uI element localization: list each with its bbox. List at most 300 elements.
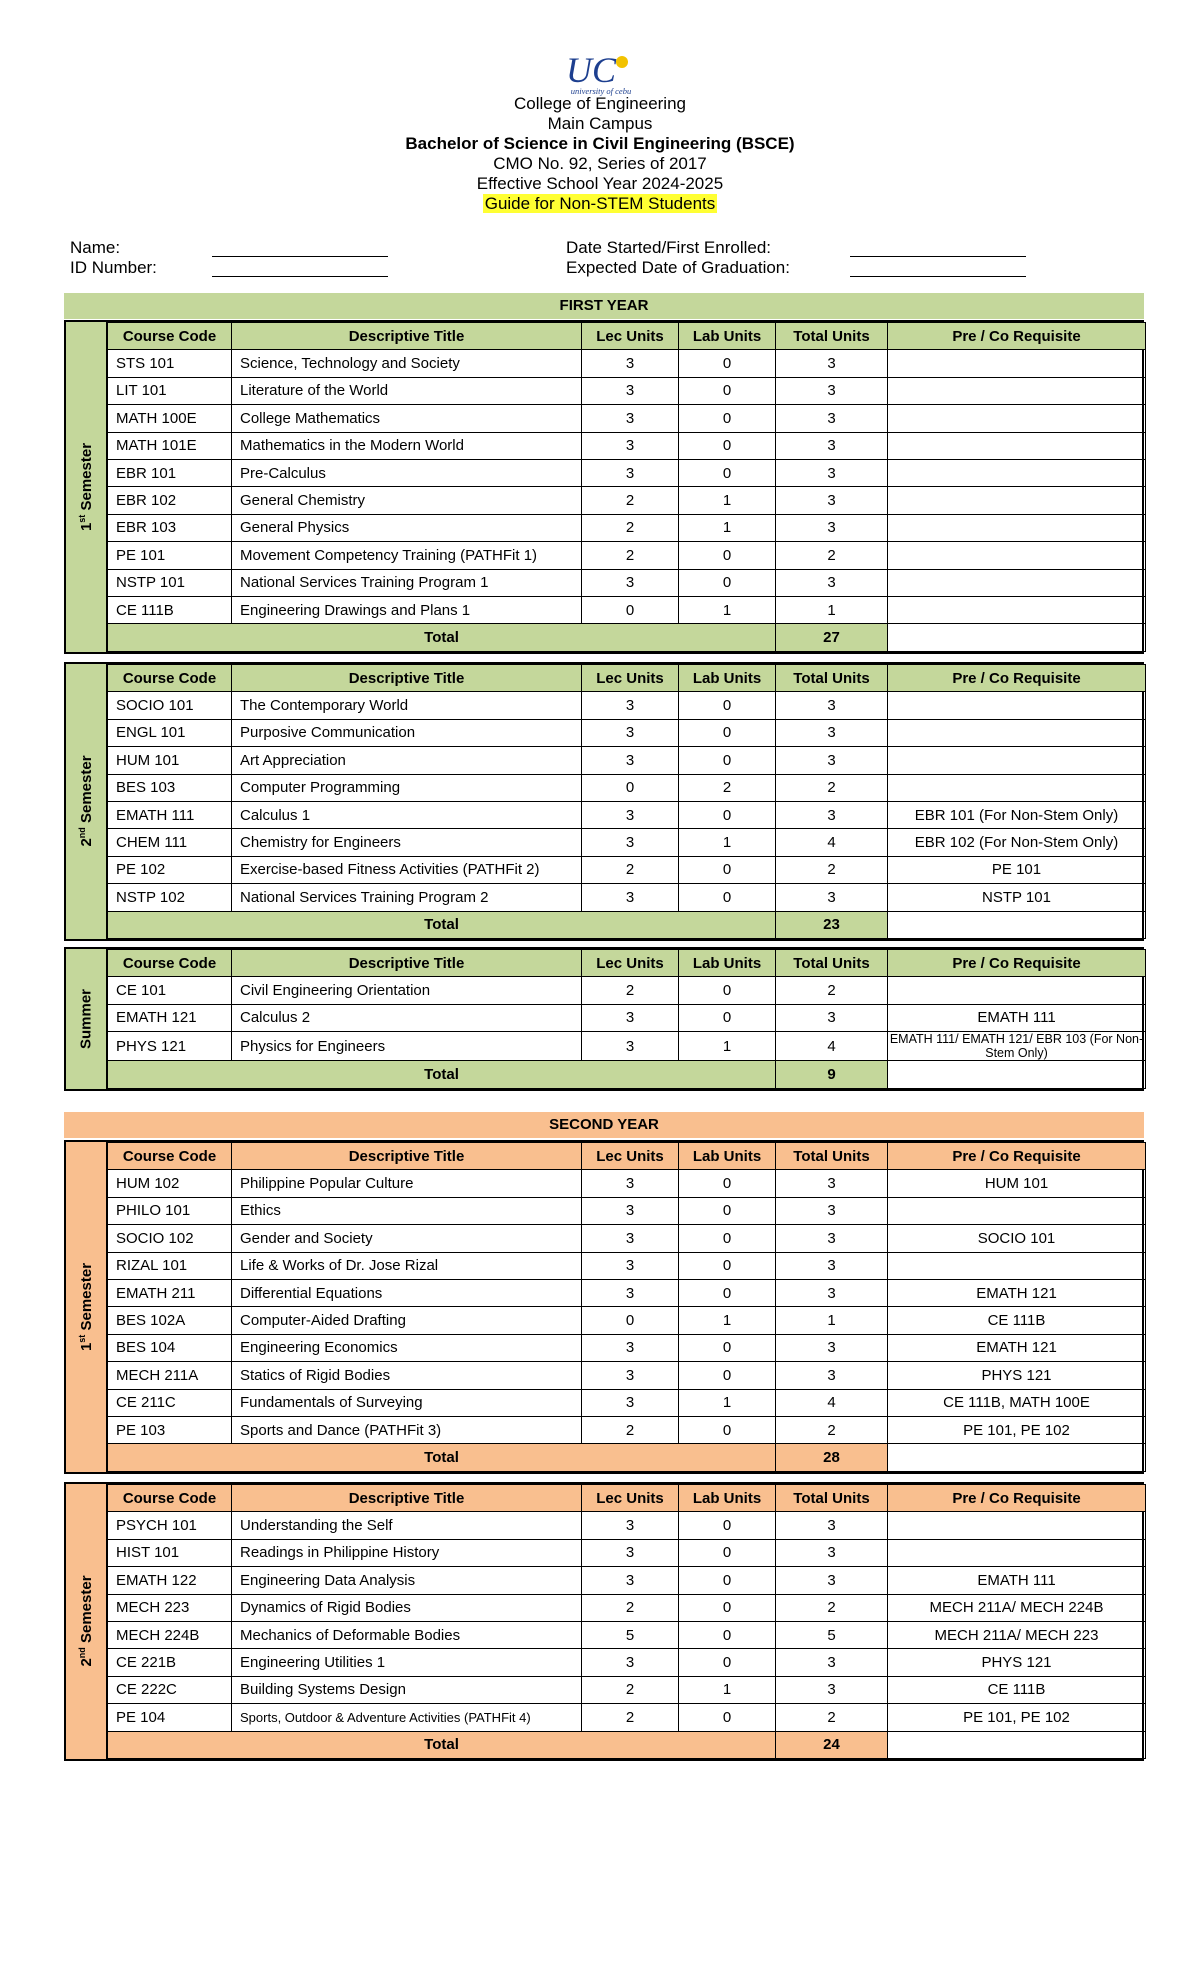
course-code-cell: NSTP 101 bbox=[108, 569, 232, 596]
lab-units-cell: 0 bbox=[679, 1197, 776, 1224]
header-row bbox=[108, 1143, 1146, 1170]
table-row bbox=[108, 774, 1146, 801]
date-started-field[interactable] bbox=[850, 256, 1026, 257]
lec-units-cell: 2 bbox=[582, 487, 679, 514]
logo-text: university of cebu bbox=[570, 86, 632, 96]
prerequisite-cell: PE 101, PE 102 bbox=[888, 1704, 1146, 1731]
descriptive-title-cell: College Mathematics bbox=[232, 405, 582, 432]
course-code-cell: ENGL 101 bbox=[108, 719, 232, 746]
column-header-lec-units: Lec Units bbox=[582, 950, 679, 977]
campus-name: Main Campus bbox=[547, 114, 653, 133]
term-block bbox=[64, 947, 1144, 1091]
prerequisite-cell bbox=[888, 1512, 1146, 1539]
descriptive-title-cell: Engineering Data Analysis bbox=[232, 1567, 582, 1594]
lec-units-cell: 3 bbox=[582, 1362, 679, 1389]
lec-units-cell: 3 bbox=[582, 829, 679, 856]
expected-grad-field[interactable] bbox=[850, 276, 1026, 277]
term-block bbox=[64, 320, 1144, 654]
expected-grad-label: Expected Date of Graduation: bbox=[566, 258, 790, 277]
lec-units-cell: 0 bbox=[582, 596, 679, 623]
table-row bbox=[108, 1170, 1146, 1197]
lec-units-cell: 3 bbox=[582, 801, 679, 828]
course-code-cell: LIT 101 bbox=[108, 377, 232, 404]
guide-label: Guide for Non-STEM Students bbox=[484, 194, 716, 213]
prerequisite-cell bbox=[888, 377, 1146, 404]
descriptive-title-cell: Statics of Rigid Bodies bbox=[232, 1362, 582, 1389]
term-text: Summer bbox=[77, 988, 95, 1049]
descriptive-title-cell: Engineering Economics bbox=[232, 1334, 582, 1361]
descriptive-title-cell: Movement Competency Training (PATHFit 1) bbox=[232, 542, 582, 569]
lec-units-cell: 2 bbox=[582, 1676, 679, 1703]
table-row bbox=[108, 1362, 1146, 1389]
course-code-cell: NSTP 102 bbox=[108, 884, 232, 911]
header-row bbox=[108, 323, 1146, 350]
course-table bbox=[107, 949, 1146, 1089]
course-code-cell: PHYS 121 bbox=[108, 1032, 232, 1061]
table-row bbox=[108, 1512, 1146, 1539]
total-units-cell: 4 bbox=[776, 829, 888, 856]
lec-units-cell: 3 bbox=[582, 1279, 679, 1306]
term-number: 1 bbox=[78, 1342, 95, 1351]
column-header-course-code: Course Code bbox=[108, 950, 232, 977]
total-units-cell: 3 bbox=[776, 1225, 888, 1252]
column-header-total-units: Total Units bbox=[776, 1143, 888, 1170]
column-header-prerequisite: Pre / Co Requisite bbox=[888, 950, 1146, 977]
lec-units-cell: 3 bbox=[582, 1004, 679, 1031]
course-code-cell: EBR 101 bbox=[108, 459, 232, 486]
course-code-cell: MECH 224B bbox=[108, 1621, 232, 1648]
prerequisite-cell: MECH 211A/ MECH 224B bbox=[888, 1594, 1146, 1621]
total-units-cell: 3 bbox=[776, 459, 888, 486]
lab-units-cell: 0 bbox=[679, 432, 776, 459]
descriptive-title-cell: Literature of the World bbox=[232, 377, 582, 404]
course-code-cell: HUM 101 bbox=[108, 747, 232, 774]
table-row bbox=[108, 1225, 1146, 1252]
course-code-cell: PE 103 bbox=[108, 1416, 232, 1443]
total-units-value: 9 bbox=[776, 1061, 888, 1088]
prerequisite-cell bbox=[888, 432, 1146, 459]
prerequisite-cell: CE 111B bbox=[888, 1676, 1146, 1703]
column-header-descriptive-title: Descriptive Title bbox=[232, 1485, 582, 1512]
id-field[interactable] bbox=[212, 276, 388, 277]
table-row bbox=[108, 542, 1146, 569]
lec-units-cell: 3 bbox=[582, 377, 679, 404]
lab-units-cell: 0 bbox=[679, 1225, 776, 1252]
table-row bbox=[108, 1032, 1146, 1061]
descriptive-title-cell: Philippine Popular Culture bbox=[232, 1170, 582, 1197]
descriptive-title-cell: Pre-Calculus bbox=[232, 459, 582, 486]
total-units-cell: 3 bbox=[776, 377, 888, 404]
course-code-cell: EMATH 121 bbox=[108, 1004, 232, 1031]
prerequisite-cell bbox=[888, 514, 1146, 541]
logo-mark: UC bbox=[566, 50, 617, 90]
lec-units-cell: 3 bbox=[582, 350, 679, 377]
lab-units-cell: 0 bbox=[679, 1334, 776, 1361]
total-units-cell: 2 bbox=[776, 1594, 888, 1621]
table-row bbox=[108, 801, 1146, 828]
course-code-cell: CHEM 111 bbox=[108, 829, 232, 856]
prerequisite-cell bbox=[888, 405, 1146, 432]
total-units-cell: 3 bbox=[776, 1362, 888, 1389]
course-code-cell: CE 211C bbox=[108, 1389, 232, 1416]
lab-units-cell: 1 bbox=[679, 1307, 776, 1334]
descriptive-title-cell: Gender and Society bbox=[232, 1225, 582, 1252]
id-label: ID Number: bbox=[70, 258, 157, 277]
course-code-cell: BES 102A bbox=[108, 1307, 232, 1334]
column-header-total-units: Total Units bbox=[776, 665, 888, 692]
prerequisite-cell bbox=[888, 1197, 1146, 1224]
total-units-cell: 5 bbox=[776, 1621, 888, 1648]
course-code-cell: EBR 102 bbox=[108, 487, 232, 514]
lec-units-cell: 3 bbox=[582, 1252, 679, 1279]
column-header-total-units: Total Units bbox=[776, 323, 888, 350]
prerequisite-cell: EMATH 121 bbox=[888, 1279, 1146, 1306]
course-code-cell: EMATH 111 bbox=[108, 801, 232, 828]
column-header-lab-units: Lab Units bbox=[679, 665, 776, 692]
table-row bbox=[108, 487, 1146, 514]
lec-units-cell: 3 bbox=[582, 1225, 679, 1252]
table-row bbox=[108, 596, 1146, 623]
descriptive-title-cell: Mechanics of Deformable Bodies bbox=[232, 1621, 582, 1648]
course-code-cell: MECH 223 bbox=[108, 1594, 232, 1621]
prerequisite-cell: NSTP 101 bbox=[888, 884, 1146, 911]
term-number: 2 bbox=[78, 838, 95, 847]
column-header-course-code: Course Code bbox=[108, 665, 232, 692]
prerequisite-cell bbox=[888, 569, 1146, 596]
lec-units-cell: 3 bbox=[582, 1170, 679, 1197]
prerequisite-cell bbox=[888, 1252, 1146, 1279]
course-code-cell: EMATH 211 bbox=[108, 1279, 232, 1306]
descriptive-title-cell: General Chemistry bbox=[232, 487, 582, 514]
course-code-cell: CE 101 bbox=[108, 977, 232, 1004]
descriptive-title-cell: Science, Technology and Society bbox=[232, 350, 582, 377]
lab-units-cell: 0 bbox=[679, 350, 776, 377]
table-row bbox=[108, 884, 1146, 911]
table-row bbox=[108, 1252, 1146, 1279]
lec-units-cell: 3 bbox=[582, 884, 679, 911]
total-units-cell: 3 bbox=[776, 432, 888, 459]
prerequisite-cell bbox=[888, 1539, 1146, 1566]
total-blank-cell bbox=[888, 1444, 1146, 1471]
term-text: Semester bbox=[78, 442, 95, 511]
prerequisite-cell: PE 101 bbox=[888, 856, 1146, 883]
lab-units-cell: 0 bbox=[679, 569, 776, 596]
total-label: Total bbox=[108, 1731, 776, 1758]
column-header-lab-units: Lab Units bbox=[679, 1485, 776, 1512]
total-label: Total bbox=[108, 1444, 776, 1471]
column-header-lab-units: Lab Units bbox=[679, 323, 776, 350]
column-header-prerequisite: Pre / Co Requisite bbox=[888, 323, 1146, 350]
lec-units-cell: 2 bbox=[582, 1594, 679, 1621]
total-units-value: 27 bbox=[776, 624, 888, 651]
lab-units-cell: 1 bbox=[679, 1032, 776, 1061]
prerequisite-cell: SOCIO 101 bbox=[888, 1225, 1146, 1252]
term-ordinal: nd bbox=[77, 1647, 87, 1659]
term-label bbox=[66, 949, 107, 1089]
column-header-lec-units: Lec Units bbox=[582, 323, 679, 350]
column-header-descriptive-title: Descriptive Title bbox=[232, 323, 582, 350]
term-label bbox=[66, 322, 107, 652]
column-header-prerequisite: Pre / Co Requisite bbox=[888, 1485, 1146, 1512]
table-row bbox=[108, 1389, 1146, 1416]
column-header-lab-units: Lab Units bbox=[679, 950, 776, 977]
college-name: College of Engineering bbox=[513, 94, 686, 113]
lab-units-cell: 0 bbox=[679, 747, 776, 774]
lab-units-cell: 0 bbox=[679, 719, 776, 746]
descriptive-title-cell: Calculus 2 bbox=[232, 1004, 582, 1031]
total-units-cell: 3 bbox=[776, 1512, 888, 1539]
lab-units-cell: 0 bbox=[679, 1004, 776, 1031]
total-units-cell: 3 bbox=[776, 1197, 888, 1224]
column-header-total-units: Total Units bbox=[776, 1485, 888, 1512]
lab-units-cell: 0 bbox=[679, 1539, 776, 1566]
prerequisite-cell: PE 101, PE 102 bbox=[888, 1416, 1146, 1443]
prerequisite-cell bbox=[888, 596, 1146, 623]
lec-units-cell: 3 bbox=[582, 432, 679, 459]
lec-units-cell: 0 bbox=[582, 774, 679, 801]
lab-units-cell: 0 bbox=[679, 1594, 776, 1621]
date-started-label: Date Started/First Enrolled: bbox=[566, 238, 772, 257]
total-units-cell: 2 bbox=[776, 1704, 888, 1731]
total-units-cell: 3 bbox=[776, 1649, 888, 1676]
term-text: Semester bbox=[78, 755, 95, 824]
table-row bbox=[108, 747, 1146, 774]
total-blank-cell bbox=[888, 1731, 1146, 1758]
prerequisite-cell bbox=[888, 774, 1146, 801]
course-code-cell: RIZAL 101 bbox=[108, 1252, 232, 1279]
lec-units-cell: 3 bbox=[582, 405, 679, 432]
course-code-cell: CE 111B bbox=[108, 596, 232, 623]
total-units-cell: 3 bbox=[776, 1539, 888, 1566]
lab-units-cell: 1 bbox=[679, 829, 776, 856]
descriptive-title-cell: Purposive Communication bbox=[232, 719, 582, 746]
table-row bbox=[108, 1307, 1146, 1334]
total-units-cell: 2 bbox=[776, 977, 888, 1004]
course-code-cell: PSYCH 101 bbox=[108, 1512, 232, 1539]
course-code-cell: CE 222C bbox=[108, 1676, 232, 1703]
lab-units-cell: 0 bbox=[679, 1279, 776, 1306]
descriptive-title-cell: Understanding the Self bbox=[232, 1512, 582, 1539]
total-units-cell: 3 bbox=[776, 350, 888, 377]
lec-units-cell: 2 bbox=[582, 856, 679, 883]
course-code-cell: PHILO 101 bbox=[108, 1197, 232, 1224]
lab-units-cell: 0 bbox=[679, 884, 776, 911]
prerequisite-cell: EMATH 121 bbox=[888, 1334, 1146, 1361]
lab-units-cell: 1 bbox=[679, 487, 776, 514]
lab-units-cell: 0 bbox=[679, 542, 776, 569]
header-row bbox=[108, 950, 1146, 977]
column-header-descriptive-title: Descriptive Title bbox=[232, 950, 582, 977]
prerequisite-cell: PHYS 121 bbox=[888, 1649, 1146, 1676]
descriptive-title-cell: Mathematics in the Modern World bbox=[232, 432, 582, 459]
total-units-cell: 2 bbox=[776, 542, 888, 569]
total-blank-cell bbox=[888, 1061, 1146, 1088]
lec-units-cell: 5 bbox=[582, 1621, 679, 1648]
total-units-value: 23 bbox=[776, 911, 888, 938]
course-code-cell: STS 101 bbox=[108, 350, 232, 377]
logo-sun-icon bbox=[616, 56, 628, 68]
lab-units-cell: 0 bbox=[679, 1362, 776, 1389]
total-row bbox=[108, 1731, 1146, 1758]
descriptive-title-cell: Life & Works of Dr. Jose Rizal bbox=[232, 1252, 582, 1279]
lab-units-cell: 0 bbox=[679, 1567, 776, 1594]
lab-units-cell: 0 bbox=[679, 1170, 776, 1197]
table-row bbox=[108, 405, 1146, 432]
lab-units-cell: 2 bbox=[679, 774, 776, 801]
course-table bbox=[107, 1484, 1146, 1759]
prerequisite-cell: PHYS 121 bbox=[888, 1362, 1146, 1389]
prerequisite-cell: MECH 211A/ MECH 223 bbox=[888, 1621, 1146, 1648]
lec-units-cell: 3 bbox=[582, 1567, 679, 1594]
column-header-lab-units: Lab Units bbox=[679, 1143, 776, 1170]
prerequisite-cell: CE 111B, MATH 100E bbox=[888, 1389, 1146, 1416]
prerequisite-cell bbox=[888, 719, 1146, 746]
table-row bbox=[108, 1649, 1146, 1676]
total-units-cell: 1 bbox=[776, 596, 888, 623]
total-units-cell: 1 bbox=[776, 1307, 888, 1334]
descriptive-title-cell: Computer Programming bbox=[232, 774, 582, 801]
lec-units-cell: 2 bbox=[582, 514, 679, 541]
year-title: SECOND YEAR bbox=[64, 1112, 1144, 1138]
course-code-cell: MATH 101E bbox=[108, 432, 232, 459]
total-row bbox=[108, 911, 1146, 938]
column-header-descriptive-title: Descriptive Title bbox=[232, 1143, 582, 1170]
name-field[interactable] bbox=[212, 256, 388, 257]
table-row bbox=[108, 1594, 1146, 1621]
term-text: Semester bbox=[78, 1262, 95, 1331]
total-row bbox=[108, 1061, 1146, 1088]
course-code-cell: HUM 102 bbox=[108, 1170, 232, 1197]
prerequisite-cell: EMATH 111/ EMATH 121/ EBR 103 (For Non-Stem Only) bbox=[888, 1032, 1146, 1061]
prerequisite-cell: CE 111B bbox=[888, 1307, 1146, 1334]
lab-units-cell: 0 bbox=[679, 1512, 776, 1539]
total-units-cell: 3 bbox=[776, 1170, 888, 1197]
prerequisite-cell: EMATH 111 bbox=[888, 1004, 1146, 1031]
prerequisite-cell bbox=[888, 459, 1146, 486]
column-header-course-code: Course Code bbox=[108, 1485, 232, 1512]
lec-units-cell: 3 bbox=[582, 1334, 679, 1361]
lec-units-cell: 3 bbox=[582, 1197, 679, 1224]
term-number: 2 bbox=[78, 1658, 95, 1667]
descriptive-title-cell: Sports and Dance (PATHFit 3) bbox=[232, 1416, 582, 1443]
lec-units-cell: 0 bbox=[582, 1307, 679, 1334]
lec-units-cell: 2 bbox=[582, 1416, 679, 1443]
lab-units-cell: 0 bbox=[679, 856, 776, 883]
lab-units-cell: 0 bbox=[679, 1649, 776, 1676]
descriptive-title-cell: Building Systems Design bbox=[232, 1676, 582, 1703]
term-block bbox=[64, 662, 1144, 941]
course-table bbox=[107, 664, 1146, 939]
term-label bbox=[66, 664, 107, 939]
table-row bbox=[108, 514, 1146, 541]
lec-units-cell: 3 bbox=[582, 747, 679, 774]
column-header-prerequisite: Pre / Co Requisite bbox=[888, 665, 1146, 692]
descriptive-title-cell: Engineering Utilities 1 bbox=[232, 1649, 582, 1676]
lec-units-cell: 3 bbox=[582, 1649, 679, 1676]
lab-units-cell: 0 bbox=[679, 977, 776, 1004]
term-ordinal: st bbox=[77, 1334, 87, 1343]
table-row bbox=[108, 1539, 1146, 1566]
term-number: 1 bbox=[78, 522, 95, 531]
descriptive-title-cell: Art Appreciation bbox=[232, 747, 582, 774]
university-logo bbox=[560, 48, 642, 98]
column-header-lec-units: Lec Units bbox=[582, 1485, 679, 1512]
descriptive-title-cell: Sports, Outdoor & Adventure Activities (PATHFit 4) bbox=[232, 1704, 582, 1731]
name-label: Name: bbox=[70, 238, 121, 257]
lec-units-cell: 3 bbox=[582, 1539, 679, 1566]
descriptive-title-cell: Fundamentals of Surveying bbox=[232, 1389, 582, 1416]
descriptive-title-cell: Differential Equations bbox=[232, 1279, 582, 1306]
year-title: FIRST YEAR bbox=[64, 293, 1144, 319]
total-row bbox=[108, 1444, 1146, 1471]
lec-units-cell: 2 bbox=[582, 1704, 679, 1731]
total-units-value: 24 bbox=[776, 1731, 888, 1758]
lec-units-cell: 3 bbox=[582, 569, 679, 596]
lec-units-cell: 3 bbox=[582, 1389, 679, 1416]
prerequisite-cell: EBR 101 (For Non-Stem Only) bbox=[888, 801, 1146, 828]
descriptive-title-cell: Dynamics of Rigid Bodies bbox=[232, 1594, 582, 1621]
lab-units-cell: 0 bbox=[679, 1416, 776, 1443]
total-units-cell: 3 bbox=[776, 1567, 888, 1594]
total-row bbox=[108, 624, 1146, 651]
total-units-cell: 3 bbox=[776, 1334, 888, 1361]
table-row bbox=[108, 1416, 1146, 1443]
total-label: Total bbox=[108, 911, 776, 938]
header-row bbox=[108, 1485, 1146, 1512]
descriptive-title-cell: National Services Training Program 1 bbox=[232, 569, 582, 596]
total-blank-cell bbox=[888, 624, 1146, 651]
total-units-cell: 3 bbox=[776, 719, 888, 746]
term-block bbox=[64, 1140, 1144, 1474]
table-row bbox=[108, 829, 1146, 856]
course-code-cell: BES 104 bbox=[108, 1334, 232, 1361]
total-units-cell: 3 bbox=[776, 1279, 888, 1306]
total-units-cell: 2 bbox=[776, 856, 888, 883]
total-units-cell: 3 bbox=[776, 747, 888, 774]
table-row bbox=[108, 1279, 1146, 1306]
lab-units-cell: 0 bbox=[679, 692, 776, 719]
term-label bbox=[66, 1142, 107, 1472]
descriptive-title-cell: Civil Engineering Orientation bbox=[232, 977, 582, 1004]
lab-units-cell: 1 bbox=[679, 596, 776, 623]
lab-units-cell: 1 bbox=[679, 1676, 776, 1703]
column-header-descriptive-title: Descriptive Title bbox=[232, 665, 582, 692]
total-units-cell: 3 bbox=[776, 487, 888, 514]
lec-units-cell: 2 bbox=[582, 977, 679, 1004]
descriptive-title-cell: Computer-Aided Drafting bbox=[232, 1307, 582, 1334]
effective-year: Effective School Year 2024-2025 bbox=[476, 174, 724, 193]
descriptive-title-cell: General Physics bbox=[232, 514, 582, 541]
cmo-reference: CMO No. 92, Series of 2017 bbox=[493, 154, 707, 173]
course-code-cell: SOCIO 101 bbox=[108, 692, 232, 719]
total-units-cell: 3 bbox=[776, 692, 888, 719]
lec-units-cell: 3 bbox=[582, 1032, 679, 1061]
lab-units-cell: 0 bbox=[679, 405, 776, 432]
table-row bbox=[108, 1567, 1146, 1594]
term-label bbox=[66, 1484, 107, 1759]
lec-units-cell: 3 bbox=[582, 692, 679, 719]
course-code-cell: MATH 100E bbox=[108, 405, 232, 432]
lec-units-cell: 3 bbox=[582, 719, 679, 746]
prerequisite-cell bbox=[888, 977, 1146, 1004]
descriptive-title-cell: National Services Training Program 2 bbox=[232, 884, 582, 911]
total-units-cell: 2 bbox=[776, 1416, 888, 1443]
course-code-cell: MECH 211A bbox=[108, 1362, 232, 1389]
descriptive-title-cell: Physics for Engineers bbox=[232, 1032, 582, 1061]
course-code-cell: EMATH 122 bbox=[108, 1567, 232, 1594]
lec-units-cell: 3 bbox=[582, 1512, 679, 1539]
document-header bbox=[0, 94, 1200, 214]
